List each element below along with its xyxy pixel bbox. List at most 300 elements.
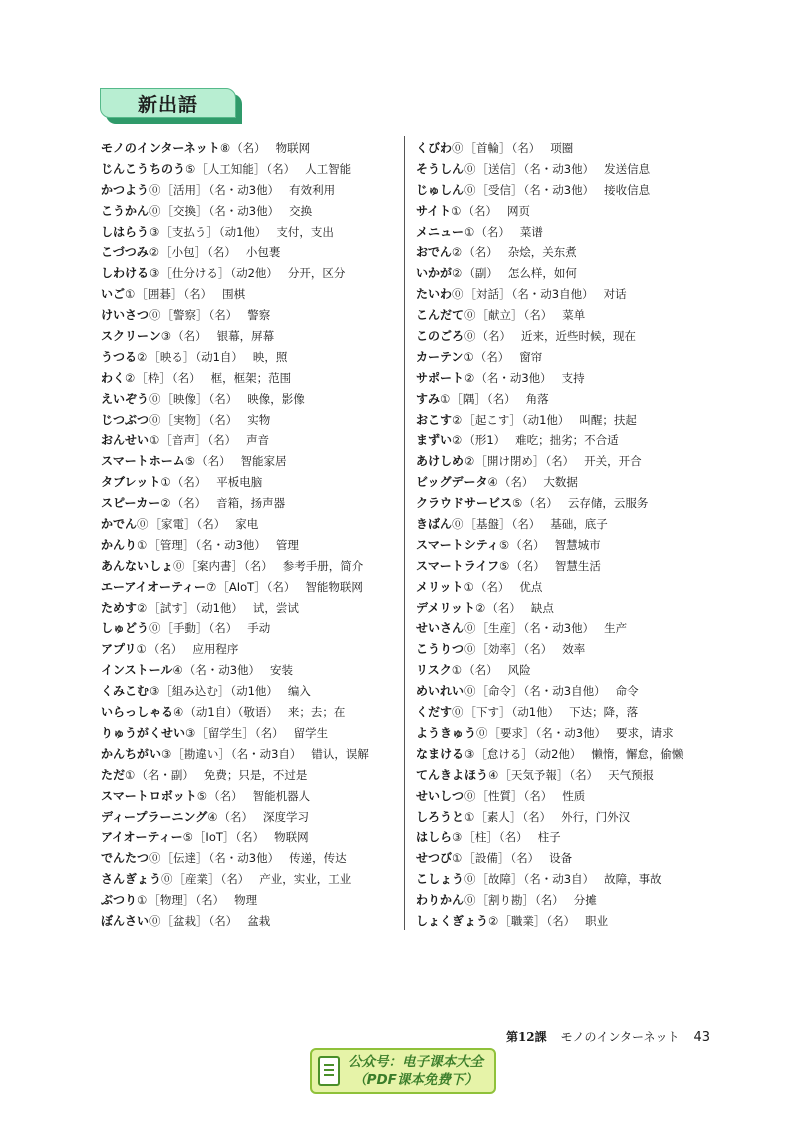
part-of-speech: （名）: [208, 621, 238, 636]
vocab-entry: [101, 242, 397, 263]
meaning: 物联网: [275, 141, 311, 155]
vocab-word: かんちがい: [101, 746, 162, 761]
vocab-column-left: [101, 138, 397, 932]
part-of-speech: （动1他）: [230, 684, 278, 699]
part-of-speech: （动1他）: [521, 412, 570, 427]
meaning: 留学生: [293, 725, 329, 740]
vocab-word: しょくぎょう: [416, 913, 489, 928]
kanji-notation: ［故障］: [476, 872, 523, 887]
part-of-speech: （名・动3他）: [475, 370, 552, 385]
accent-mark: ②: [464, 454, 475, 469]
part-of-speech: （动1他）: [195, 600, 243, 615]
kanji-notation: ［伝達］: [161, 851, 208, 866]
kanji-notation: ［囲碁］: [136, 287, 183, 302]
kanji-notation: ［管理］: [148, 537, 195, 552]
meaning: 围棋: [222, 287, 246, 302]
part-of-speech: （名）: [208, 391, 238, 406]
part-of-speech: （名）: [569, 767, 599, 782]
vocab-entry: [416, 744, 716, 765]
meaning: 警察: [247, 308, 271, 323]
kanji-notation: ［送信］: [476, 161, 523, 176]
kanji-notation: ［交換］: [161, 203, 208, 218]
part-of-speech: （动1自）（敬语）: [184, 705, 278, 720]
vocab-word: メリット: [416, 579, 464, 594]
accent-mark: ②: [475, 600, 486, 615]
part-of-speech: （名）: [511, 141, 541, 155]
kanji-notation: ［生産］: [476, 621, 523, 636]
part-of-speech: （名・动3自）: [523, 872, 595, 887]
meaning: 实物: [247, 412, 271, 427]
part-of-speech: （名）: [474, 349, 510, 364]
part-of-speech: （名）: [208, 308, 238, 323]
page-number: 43: [693, 1030, 710, 1045]
vocab-entry: [101, 744, 397, 765]
meaning: 怎么样，如何: [507, 266, 577, 281]
vocab-word: わく: [101, 370, 126, 385]
part-of-speech: （名）: [147, 642, 183, 657]
meaning: 参考手册，简介: [282, 558, 364, 573]
part-of-speech: （名）: [474, 579, 510, 594]
meaning: 发送信息: [604, 161, 651, 176]
kanji-notation: ［実物］: [161, 412, 208, 427]
vocab-entry: [101, 786, 397, 807]
meaning: 分摊: [573, 893, 597, 908]
accent-mark: ⓪: [464, 684, 476, 699]
meaning: 杂烩，关东煮: [507, 245, 577, 260]
vocab-entry: [101, 222, 397, 243]
vocab-entry: [416, 368, 716, 389]
vocab-entry: [101, 723, 397, 744]
meaning: 下达；降，落: [569, 705, 639, 720]
kanji-notation: ［基盤］: [464, 517, 511, 532]
kanji-notation: ［活用］: [161, 182, 208, 197]
meaning: 错认，误解: [311, 746, 369, 761]
meaning: 来；去；在: [287, 705, 346, 720]
accent-mark: ③: [464, 746, 475, 761]
vocab-word: くみこむ: [101, 684, 150, 699]
meaning: 有效利用: [289, 182, 336, 197]
vocab-entry: [416, 786, 716, 807]
meaning: 网页: [506, 203, 530, 218]
part-of-speech: （名）: [208, 412, 238, 427]
vocab-entry: [101, 807, 397, 828]
vocab-entry: [101, 618, 397, 639]
vocab-column-right: [416, 138, 716, 932]
accent-mark: ②: [148, 245, 160, 260]
meaning: 智慧生活: [554, 558, 601, 573]
kanji-notation: ［素人］: [475, 809, 522, 824]
accent-mark: ⓪: [452, 705, 464, 720]
part-of-speech: （名・动3自他）: [523, 684, 606, 699]
part-of-speech: （名）: [171, 496, 207, 511]
accent-mark: ②: [451, 245, 463, 260]
part-of-speech: （名）: [498, 830, 528, 845]
meaning: 懒惰，懈怠，偷懒: [591, 746, 684, 761]
vocab-word: スマートシティ: [416, 537, 499, 552]
accent-mark: ②: [137, 600, 148, 615]
accent-mark: ①: [463, 579, 474, 594]
vocab-entry: [101, 326, 397, 347]
accent-mark: ②: [452, 412, 463, 427]
accent-mark: ⑤: [498, 537, 510, 552]
vocab-word: ためす: [101, 600, 138, 615]
kanji-notation: ［割り勘］: [476, 893, 535, 908]
vocab-word: アプリ: [101, 642, 137, 657]
meaning: 外行，门外汉: [561, 809, 631, 824]
vocab-entry: [416, 556, 716, 577]
vocab-entry: [416, 702, 716, 723]
vocab-entry: [101, 514, 397, 535]
part-of-speech: （名）: [475, 224, 510, 239]
meaning: 映像，影像: [247, 391, 305, 406]
kanji-notation: ［隅］: [451, 391, 486, 406]
part-of-speech: （形1）: [463, 433, 506, 448]
accent-mark: ①: [136, 642, 147, 657]
meaning: 风险: [507, 663, 531, 678]
vocab-word: かでん: [101, 517, 138, 532]
meaning: 角落: [525, 391, 549, 406]
lesson-title: モノのインターネット: [560, 1030, 680, 1044]
accent-mark: ⓪: [149, 851, 161, 866]
vocab-entry: [101, 410, 397, 431]
accent-mark: ⑤: [499, 558, 510, 573]
kanji-notation: ［映像］: [161, 391, 208, 406]
vocab-word: くだす: [416, 705, 453, 720]
part-of-speech: （名・动3自他）: [511, 287, 594, 302]
vocab-entry: [416, 535, 716, 556]
accent-mark: ①: [160, 475, 171, 490]
vocab-entry: [101, 869, 397, 890]
kanji-notation: ［起こす］: [463, 412, 521, 427]
vocab-word: ぼんさい: [101, 913, 150, 928]
meaning: 人工智能: [305, 161, 352, 176]
accent-mark: ⑤: [196, 788, 208, 803]
meaning: 生产: [604, 621, 628, 636]
meaning: 接收信息: [604, 182, 651, 197]
vocab-word: こんだて: [416, 308, 465, 323]
vocab-word: スクリーン: [101, 329, 161, 344]
part-of-speech: （名）: [266, 579, 296, 594]
vocab-word: いご: [101, 287, 126, 302]
accent-mark: ①: [451, 203, 462, 218]
vocab-word: まずい: [416, 433, 453, 448]
part-of-speech: （副）: [463, 266, 498, 281]
part-of-speech: （名・动3他）: [208, 203, 280, 218]
accent-mark: ⓪: [464, 182, 476, 197]
part-of-speech: （名）: [523, 308, 553, 323]
vocab-entry: [101, 180, 397, 201]
part-of-speech: （名）: [218, 809, 254, 824]
meaning: 效率: [562, 642, 586, 657]
part-of-speech: （名）: [207, 245, 236, 260]
vocab-word: クラウドサービス: [416, 496, 513, 511]
vocab-entry: [101, 577, 397, 598]
vocab-entry: [101, 263, 397, 284]
vocab-entry: [101, 890, 397, 911]
watermark-badge: [310, 1048, 496, 1094]
vocab-entry: [101, 660, 397, 681]
vocab-word: はしら: [416, 830, 453, 845]
meaning: 设备: [549, 851, 573, 866]
vocab-entry: [416, 159, 716, 180]
vocab-entry: [416, 911, 716, 932]
accent-mark: ⓪: [161, 872, 173, 887]
accent-mark: ⓪: [452, 517, 464, 532]
accent-mark: ③: [452, 830, 463, 845]
part-of-speech: （名）: [171, 475, 207, 490]
part-of-speech: （名）: [172, 329, 207, 344]
vocab-word: ようきゅう: [416, 725, 477, 740]
vocab-word: インストール: [101, 663, 173, 678]
kanji-notation: ［留学生］: [196, 725, 254, 740]
accent-mark: ①: [137, 893, 148, 908]
accent-mark: ③: [149, 266, 160, 281]
kanji-notation: ［案内書］: [185, 558, 244, 573]
accent-mark: ⓪: [464, 329, 476, 344]
meaning: 叫醒；扶起: [579, 412, 637, 427]
kanji-notation: ［IoT］: [193, 830, 235, 845]
kanji-notation: ［怠ける］: [475, 746, 533, 761]
kanji-notation: ［開け閉め］: [475, 454, 545, 469]
vocab-word: じつぶつ: [101, 412, 150, 427]
vocab-entry: [416, 326, 716, 347]
accent-mark: ③: [149, 684, 160, 699]
vocab-entry: [416, 451, 716, 472]
vocab-entry: [416, 284, 716, 305]
part-of-speech: （名）: [266, 161, 296, 176]
meaning: 支付，支出: [276, 224, 334, 239]
vocab-entry: [416, 765, 716, 786]
part-of-speech: （名）: [254, 725, 284, 740]
part-of-speech: （动1自）: [195, 349, 243, 364]
vocab-word: すみ: [416, 391, 441, 406]
vocab-word: かんり: [101, 537, 138, 552]
vocab-word: わりかん: [416, 893, 465, 908]
accent-mark: ②: [452, 266, 463, 281]
meaning: 深度学习: [263, 809, 310, 824]
vocab-word: でんたつ: [101, 851, 150, 866]
accent-mark: ②: [137, 349, 148, 364]
part-of-speech: （名・动3他）: [208, 851, 280, 866]
part-of-speech: （名・动3他）: [523, 161, 595, 176]
accent-mark: ①: [452, 851, 463, 866]
meaning: 声音: [246, 433, 270, 448]
vocab-entry: [101, 368, 397, 389]
accent-mark: ⓪: [476, 725, 488, 740]
vocab-word: せいさん: [416, 621, 465, 636]
vocab-word: こうかん: [101, 203, 150, 218]
vocab-entry: [416, 222, 716, 243]
meaning: 要求，请求: [616, 725, 674, 740]
meaning: 智慧城市: [554, 537, 601, 552]
vocab-word: しゅどう: [101, 621, 150, 636]
meaning: 试，尝试: [252, 600, 299, 615]
vocab-entry: [416, 389, 716, 410]
vocab-entry: [101, 848, 397, 869]
page-footer: [506, 1028, 710, 1045]
vocab-entry: [101, 430, 397, 451]
vocab-entry: [416, 347, 716, 368]
vocab-word: くびわ: [416, 141, 453, 155]
part-of-speech: （名・动3他）: [535, 725, 607, 740]
accent-mark: ⓪: [464, 161, 476, 176]
kanji-notation: ［人工知能］: [196, 161, 266, 176]
vocab-entry: [416, 514, 716, 535]
vocab-word: こうりつ: [416, 642, 465, 657]
part-of-speech: （名）: [535, 893, 564, 908]
part-of-speech: （名）: [486, 391, 516, 406]
vocab-entry: [416, 472, 716, 493]
vocab-word: じんこうちのう: [101, 161, 186, 176]
accent-mark: ④: [173, 705, 184, 720]
vocab-word: せつび: [416, 851, 453, 866]
meaning: 缺点: [530, 600, 554, 615]
meaning: 映，照: [252, 349, 288, 364]
vocab-entry: [101, 472, 397, 493]
section-title-tab: [100, 88, 242, 124]
meaning: 故障，事故: [604, 872, 662, 887]
vocab-entry: [101, 493, 397, 514]
kanji-notation: ［天気予報］: [499, 767, 569, 782]
vocab-word: ディープラーニング: [101, 809, 208, 824]
vocab-word: リスク: [416, 663, 452, 678]
vocab-word: スピーカー: [101, 496, 161, 511]
vocab-word: しはらう: [101, 224, 150, 239]
part-of-speech: （名・动3他）: [523, 182, 595, 197]
vocab-word: ビッグデータ: [416, 475, 488, 490]
column-divider: [404, 136, 405, 930]
vocab-entry: [416, 827, 716, 848]
part-of-speech: （名）: [195, 893, 225, 908]
accent-mark: ①: [137, 537, 148, 552]
kanji-notation: ［手動］: [161, 621, 208, 636]
vocab-entry: [101, 827, 397, 848]
meaning: 小包裹: [245, 245, 281, 260]
accent-mark: ⓪: [464, 893, 476, 908]
accent-mark: ⓪: [464, 872, 476, 887]
accent-mark: ①: [440, 391, 451, 406]
vocab-word: アイオーティー: [101, 830, 183, 845]
vocab-word: こづつみ: [101, 245, 149, 260]
book-icon: [318, 1056, 340, 1086]
meaning: 编入: [287, 684, 311, 699]
part-of-speech: （名）: [511, 517, 541, 532]
vocab-word: えいぞう: [101, 391, 150, 406]
part-of-speech: （名・副）: [136, 767, 194, 782]
part-of-speech: （名）: [486, 600, 521, 615]
part-of-speech: （名・动3他）: [195, 537, 266, 552]
vocab-word: モノのインターネット: [101, 141, 220, 155]
part-of-speech: （名）: [183, 287, 213, 302]
vocab-word: いらっしゃる: [101, 705, 174, 720]
accent-mark: ⑧: [219, 141, 231, 155]
vocab-word: りゅうがくせい: [101, 725, 186, 740]
accent-mark: ⓪: [173, 558, 185, 573]
vocab-entry: [101, 765, 397, 786]
kanji-notation: ［受信］: [476, 182, 523, 197]
accent-mark: ⑦: [206, 579, 217, 594]
kanji-notation: ［盆栽］: [161, 913, 208, 928]
watermark-line-1: 公众号：电子课本大全: [348, 1054, 483, 1070]
accent-mark: ①: [464, 809, 475, 824]
vocab-word: めいれい: [416, 684, 465, 699]
part-of-speech: （名）: [231, 141, 266, 155]
vocab-entry: [101, 347, 397, 368]
vocab-word: さんぎょう: [101, 872, 162, 887]
vocab-entry: [416, 201, 716, 222]
part-of-speech: （名）: [523, 788, 553, 803]
vocab-entry: [101, 201, 397, 222]
vocab-entry: [101, 535, 397, 556]
meaning: 难吃；拙劣；不合适: [515, 433, 619, 448]
kanji-notation: ［性質］: [476, 788, 523, 803]
vocab-word: ただ: [101, 767, 126, 782]
vocab-word: しろうと: [416, 809, 465, 824]
meaning: 支持: [561, 370, 585, 385]
vocab-entry: [101, 702, 397, 723]
part-of-speech: （名）: [510, 537, 545, 552]
accent-mark: ④: [172, 663, 183, 678]
part-of-speech: （名）: [244, 558, 273, 573]
meaning: 分开，区分: [287, 266, 346, 281]
vocab-word: おんせい: [101, 433, 150, 448]
vocab-word: あんないしょ: [101, 558, 174, 573]
meaning: 平板电脑: [216, 475, 263, 490]
vocab-word: メニュー: [416, 224, 465, 239]
vocab-entry: [416, 723, 716, 744]
meaning: 交换: [289, 203, 313, 218]
watermark-line-2: （PDF课本免费下）: [353, 1072, 478, 1088]
vocab-entry: [101, 451, 397, 472]
lesson-number: 第12課: [505, 1030, 547, 1044]
part-of-speech: （动1他）: [218, 224, 267, 239]
accent-mark: ⑤: [512, 496, 523, 511]
vocab-entry: [101, 138, 397, 159]
part-of-speech: （名）: [522, 809, 552, 824]
part-of-speech: （名）: [208, 913, 238, 928]
vocab-word: タブレット: [101, 475, 161, 490]
kanji-notation: ［枠］: [136, 370, 171, 385]
kanji-notation: ［産業］: [173, 872, 220, 887]
vocab-entry: [416, 430, 716, 451]
vocab-entry: [416, 410, 716, 431]
meaning: 优点: [519, 579, 543, 594]
vocab-word: おでん: [416, 245, 452, 260]
accent-mark: ②: [452, 433, 463, 448]
vocab-entry: [416, 242, 716, 263]
vocab-word: じゅしん: [416, 182, 465, 197]
vocab-entry: [101, 681, 397, 702]
accent-mark: ⓪: [464, 621, 476, 636]
meaning: 物联网: [274, 830, 309, 845]
vocab-word: しわける: [101, 266, 150, 281]
accent-mark: ④: [487, 475, 498, 490]
vocab-word: きばん: [416, 517, 453, 532]
vocab-word: なまける: [416, 746, 465, 761]
vocab-word: けいさつ: [101, 308, 150, 323]
kanji-notation: ［設備］: [463, 851, 510, 866]
accent-mark: ⑤: [185, 161, 196, 176]
accent-mark: ⓪: [149, 182, 161, 197]
kanji-notation: ［勘違い］: [172, 746, 230, 761]
meaning: 框，框架；范围: [210, 370, 292, 385]
vocab-word: うつる: [101, 349, 138, 364]
vocab-word: エーアイオーティー: [101, 579, 207, 594]
vocab-entry: [416, 869, 716, 890]
part-of-speech: （名）: [208, 788, 243, 803]
meaning: 大数据: [543, 475, 578, 490]
kanji-notation: ［下す］: [464, 705, 511, 720]
